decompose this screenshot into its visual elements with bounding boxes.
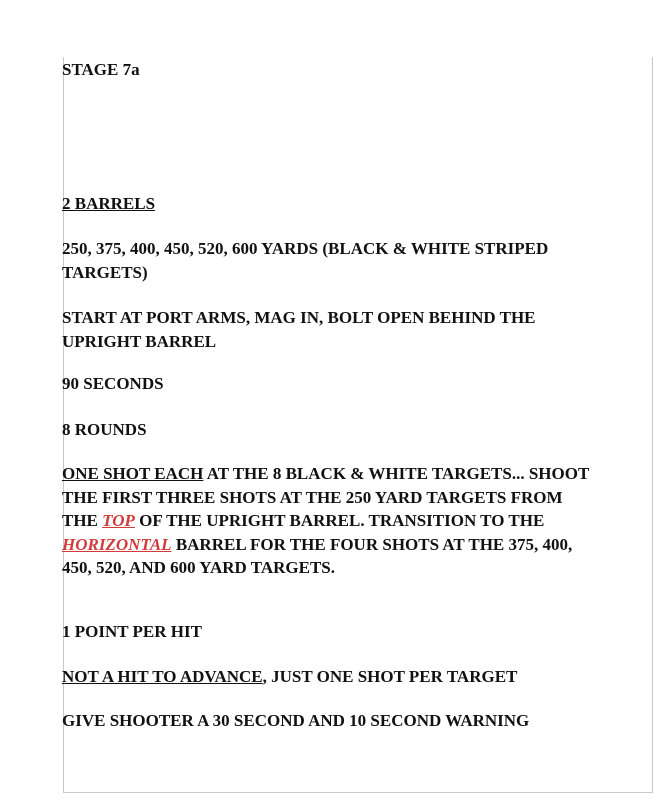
advance-rule-rest: , JUST ONE SHOT PER TARGET: [262, 667, 518, 686]
advance-rule-underlined: NOT A HIT TO ADVANCE: [62, 667, 263, 686]
instructions-part1: AT THE 8 BLACK & WHITE TARGETS... SHOOT THE FIRST THREE SHOTS AT THE 250 YARD TARGETS FROM THE: [62, 464, 590, 530]
rounds-line: 8 ROUNDS: [62, 420, 147, 439]
top-word: TOP: [102, 511, 135, 530]
scoring-line: 1 POINT PER HIT: [62, 622, 202, 641]
barrels-text: 2 BARRELS: [62, 194, 156, 213]
instructions-part3: BARREL FOR THE FOUR SHOTS AT THE 375, 400, 450, 520, AND 600 YARD TARGETS.: [62, 534, 573, 577]
instructions-lead: ONE SHOT EACH: [62, 464, 204, 483]
instructions-paragraph: [62, 462, 602, 580]
time-limit-line: 90 SECONDS: [62, 374, 164, 393]
instructions-part2: OF THE UPRIGHT BARREL. TRANSITION TO THE: [134, 511, 545, 530]
yardages-line: 250, 375, 400, 450, 520, 600 YARDS (BLACK & WHITE STRIPED TARGETS): [62, 239, 549, 282]
warning-line: GIVE SHOOTER A 30 SECOND AND 10 SECOND WARNING: [62, 711, 530, 730]
start-position-line: START AT PORT ARMS, MAG IN, BOLT OPEN BEHIND THE UPRIGHT BARREL: [62, 308, 536, 351]
stage-title: STAGE 7a: [62, 60, 140, 79]
horizontal-word: HORIZONTAL: [62, 534, 172, 554]
advance-rule-line: [62, 665, 652, 689]
barrels-line: [62, 192, 652, 216]
